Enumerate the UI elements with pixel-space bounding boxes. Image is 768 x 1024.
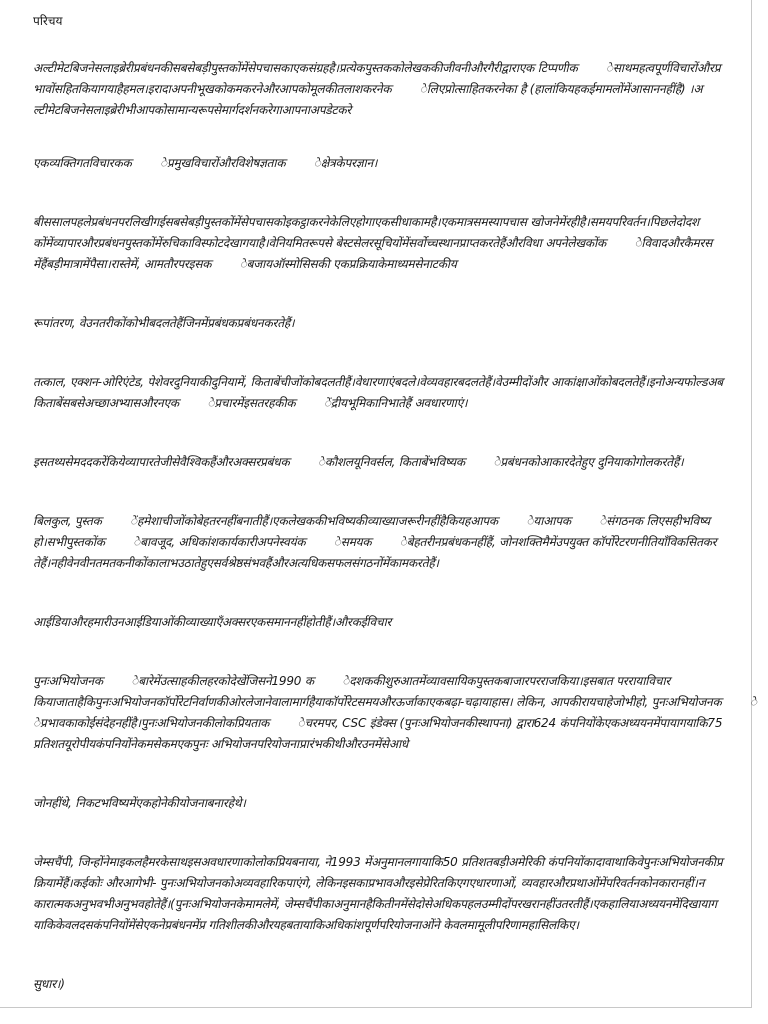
paragraph-transformation: रूपांतरण, वेउनतरीकोंकोभीबदलतेहैंजिनमेंप्रबंधकप्रबंधनकरतेहैं। [33,316,295,330]
paragraph-intro: अल्टीमेटबिजनेसलाइब्रेरीप्रबंधनकीसबसेबड़ीपुस्तकोंमेंसेपचासकाएकसंग्रहहै।प्रत्येकपुस्तककोलेखककीजीवनीऔरगैरीद्वाराएक टिप्पणीक ेसाथमहत्वपूर्णविचारोंऔरप्रभावोंसहितकियागयाहैहमल।इरादाअपनीभूखकोकमकरनेऔरआपकोमूलकीतलाशकरनेक ेलिएप्रोत्साहितकरनेका है (हालांकियहकईमामलोंमेंआसाननहींहै) ।अल्टीमेटबिजनेसलाइब्रेरीभीआपकोसामान्यरूपसेमार्गदर्शनकरेगाआपनाअपडेटकरे [33,61,721,117]
paragraph-thinker: एकव्यक्तिगतविचारकक ेप्रमुखविचारोंऔरविशेषज्ञताक ेक्षेत्रकेपरज्ञान। [33,156,378,170]
paragraph-of-course: बिलकुल, पुस्तक ेंहमेशाचीजोंकोबेहतरनहींबनातीहैं।एकलेखककीभविष्यकीव्याख्याजरूरीनहींहैकियहआपक ेयाआपक ेसंगठनक लिएसहीभविष्यहो।सभीपुस्तकोंक ेबावजूद, अधिकांशकार्यकारीअपनेस्वयंक ेसमयक ेबेहतरीनप्रबंधकनहींहैं, जोनशक्तिमैमेंउपयुक्त कॉर्पोरेटरणनीतियाँविकसितकरतेहैं।नहीवेनवीनतमतकनीकोंकालाभउठातेहुएसर्वश्रेष्ठसंभवहैंऔरअत्यधिकसफलसंगठनोंमेंकामकरतेहैं। [33,514,717,570]
paragraph-planning: जोनहींथे, निकटभविष्यमेंएकहोनेकीयोजनाबनारहेथे। [33,796,246,810]
paragraph-action-oriented: तत्काल, एक्शन-ओरिएंटेड, पेशेवरदुनियाकीदुनियामें, किताबेंचीजोंकोबदलतीहैं।वेधारणाएंबदले।वेव्यवहारबदलतेहैं।वेउम्मीदोंऔर आकांक्षाओंकोबदलतेहैं।इनोअन्यफोल्डअबकिताबेंसबसेअच्छाअभ्यासऔरनएक ेप्रचारमेंइसतरहकीक ेंद्रीयभूमिकानिभातेहैं अवधारणाएं। [33,375,723,410]
paragraph-reengineering: पुनःअभियोजनक ेबारेमेंउत्साहकीलहरकोदेखेंजिसने1990 क ेदशककीशुरुआतमेंव्यावसायिकपुस्तकबाजारपरराजकिया।इसबात पररायाविचारकियाजाताहैकिपुनःअभियोजनकॉर्पोरेटनिर्वाणकीओरलेजानेवालामार्गहैयाकॉर्पोरेटसमयऔरऊर्जाकाएकबढ़ा-चढ़ायाहास। लेकिन, आपकीरायचाहेजोभीहो, पुनःअभियोजनक ेप्रभावकाकोईसंदेहनहींहै।पुनःअभियोजनकीलोकप्रियताक ेचरमपर, CSC इंडेक्स (पुनःअभियोजनकीस्थापना) द्वारा624 कंपनियोंकेएकअध्ययनमेंपायागयाकि75 प्रतिशतयूरोपीयकंपनियोंनेकमसेकमएकपुनः अभियोजनपरियोजनाप्रारंभकीथीऔरउनमेंसेआधे [33,674,757,751]
paragraph-champy: जेम्सचैंपी, जिन्होंनेमाइकलहैमरकेसाथइसअवधारणाकोलोकप्रियबनाया, ने1993 मेंअनुमानलगायाकि50 प्रतिशतबड़ीअमेरिकी कंपनियोंकादावाथाकिवेपुनःअभियोजनकीप्रक्रियामेंहैं।कईकोः औरआगेभी- पुनःअभियोजनकोअव्यवहारिकपाएंगे, लेकिनइसकाप्रभावऔरइसेप्रेरितकिएगएधारणाओं, व्यवहारऔरप्रथाओंमेंपरिवर्तनकोनकारानहीं।नकारात्मकअनुभवभीअनुभवहोतेहैं।(पुनःअभियोजनकेमामलेमें, जेम्सचैंपीकाअनुमानहैकितीनमेंसेदोसेअधिकपहलउम्मीदोंपरखरानहींउतरतीहैं।एकहालियाअध्ययनमेंदिखायागयाकिकेवलदसकंपनियोंमेंसेएकनेप्रबंधनमेंप्र गतिशीलकीऔरयहबतायाकिअधिकांशपूर्णपरियोजनाओंने केवलमामूलीपरिणामहासिलकिए। [33,855,723,932]
document-body [33,58,757,995]
paragraph-ideas: आईडियाऔरहमारीउनआईडियाओंकीव्याख्याएँअक्सरएकसमाननहींहोतीहैं।औरकईविचार [33,615,392,629]
paragraph-global-business: इसतथ्यसेमददकरेंकियेव्यापारतेजीसेवैश्विकहैंऔरअक्सरप्रबंधक ेकौशलयूनिवर्सल, किताबेंभविष्यक ेप्रबंधनकोआकारदेतेहुए दुनियाकोगोलकरतेहैं। [33,455,684,469]
paragraph-twenty-years: बीससालपहलेप्रबंधनपरलिखीगईसबसेबड़ीपुस्तकोंमेंसेपचासकोइकट्ठाकरनेकेलिएहोगाएकसीधाकामहै।एकमात्रसमस्यापचास खोजनेमेंरहीहै।समयपरिवर्तन।पिछलेदोदशकोंमेंव्यापारऔरप्रबंधनपुस्तकोंमेंरुचिकाविस्फोटदेखागयाहै।वेनियमितरूपसे बेस्टसेलरसूचियोंमेंसर्वोच्चस्थानप्राप्तकरतेहैंऔरविधा अपनेलेखकोंक ेविवादऔरकैमरसमेंहैंबड़ीमात्रामेंपैसा।रास्तेमें, आमतौरपरइसक ेबजायऑस्मोसिसकी एकप्रक्रियाकेमाध्यमसेनाटकीय [33,215,713,271]
section-heading: परिचय [33,14,63,28]
paragraph-closing: सुधार।) [33,977,65,991]
